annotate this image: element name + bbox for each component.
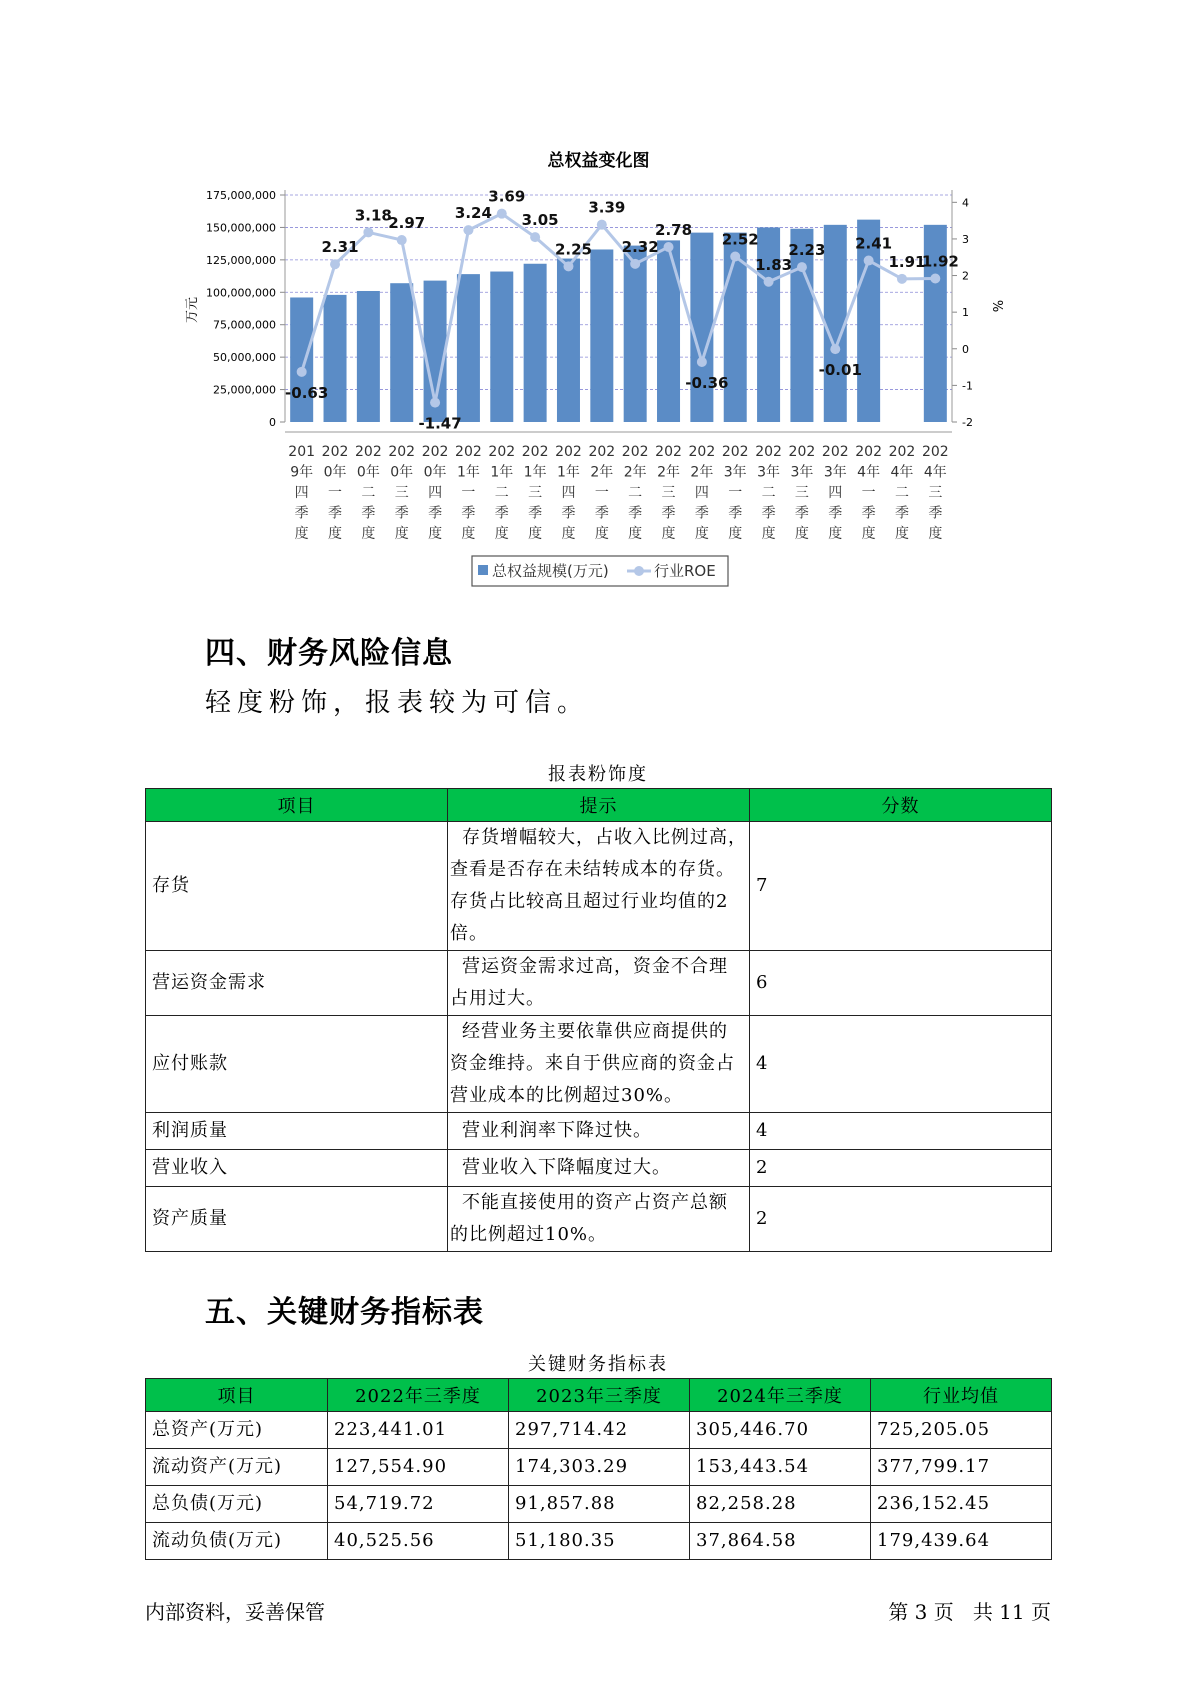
- x-tick-label: 202: [455, 444, 482, 460]
- x-tick-label: 3年: [790, 464, 814, 481]
- x-tick-label: 度: [761, 526, 776, 542]
- x-tick-label: 度: [794, 526, 809, 542]
- x-tick-label: 季: [394, 505, 409, 522]
- kpi-item: 总负债(万元): [146, 1486, 328, 1523]
- chart-title: 总权益变化图: [547, 151, 650, 171]
- roe-data-label: -0.01: [818, 361, 862, 380]
- x-tick-label: 1年: [490, 464, 514, 481]
- x-tick-label: 2年: [590, 464, 614, 481]
- x-tick-label: 度: [361, 526, 376, 542]
- x-tick-label: 季: [928, 505, 943, 522]
- roe-point: [463, 225, 473, 235]
- x-tick-label: 0年: [323, 464, 347, 481]
- x-tick-label: 202: [721, 444, 749, 460]
- y-axis-label: 万元: [185, 296, 200, 324]
- risk-score: 7: [750, 822, 1052, 951]
- roe-point: [430, 398, 440, 408]
- roe-data-label: 2.23: [788, 241, 826, 260]
- kpi-value: 153,443.54: [690, 1449, 871, 1486]
- whitewash-table-caption: 报表粉饰度: [548, 764, 648, 785]
- footer-confidential: 内部资料，妥善保管: [145, 1600, 325, 1624]
- y2-axis-label: %: [989, 299, 1004, 313]
- legend-bar-swatch: [478, 565, 488, 575]
- bar: [824, 225, 847, 422]
- x-tick-label: 2年: [690, 464, 714, 481]
- y2-tick-label: -1: [962, 379, 973, 393]
- roe-point: [630, 259, 640, 269]
- x-tick-label: 季: [561, 505, 576, 522]
- table-header-row: [146, 789, 1052, 822]
- x-tick-label: 季: [828, 505, 843, 522]
- header-item: 项目: [146, 789, 448, 822]
- kpi-header: 2024年三季度: [690, 1379, 871, 1412]
- risk-item: 存货: [146, 822, 448, 951]
- roe-data-label: -1.47: [418, 414, 462, 433]
- x-tick-label: 度: [628, 526, 643, 542]
- table-row: [146, 1449, 1052, 1486]
- x-tick-label: 度: [661, 526, 676, 542]
- y-tick-label: 25,000,000: [213, 383, 276, 397]
- risk-score: 4: [750, 1016, 1052, 1113]
- header-score: 分数: [750, 789, 1052, 822]
- bar: [657, 240, 680, 422]
- x-tick-label: 四: [428, 485, 443, 501]
- risk-hint: [448, 1187, 750, 1252]
- kpi-value: 82,258.28: [690, 1486, 871, 1523]
- roe-point: [397, 235, 407, 245]
- x-tick-label: 度: [561, 526, 576, 542]
- kpi-header: 2023年三季度: [509, 1379, 690, 1412]
- risk-score: 6: [750, 951, 1052, 1016]
- roe-point: [897, 274, 907, 284]
- header-hint: 提示: [448, 789, 750, 822]
- x-tick-label: 二: [361, 485, 376, 501]
- x-tick-label: 202: [421, 444, 449, 460]
- kpi-value: 179,439.64: [871, 1523, 1052, 1560]
- kpi-value: 297,714.42: [509, 1412, 690, 1449]
- roe-data-label: 1.91: [888, 252, 926, 271]
- y-tick-label: 75,000,000: [213, 318, 276, 332]
- roe-point: [297, 367, 307, 377]
- risk-hint-line: 营业利润率下降过快。: [462, 1120, 652, 1141]
- x-tick-label: 季: [528, 505, 543, 522]
- kpi-value: 51,180.35: [509, 1523, 690, 1560]
- kpi-value: 174,303.29: [509, 1449, 690, 1486]
- roe-point: [330, 259, 340, 269]
- bar: [357, 291, 380, 422]
- x-tick-label: 1年: [523, 464, 547, 481]
- kpi-value: 40,525.56: [328, 1523, 509, 1560]
- risk-hint: [448, 1150, 750, 1187]
- kpi-value: 54,719.72: [328, 1486, 509, 1523]
- roe-point: [830, 344, 840, 354]
- x-tick-label: 202: [755, 444, 782, 460]
- roe-data-label: 2.31: [321, 238, 359, 257]
- roe-point: [764, 277, 774, 287]
- roe-data-label: 2.25: [554, 240, 592, 259]
- bar: [590, 249, 613, 422]
- risk-summary-text: 轻度粉饰，报表较为可信。: [205, 688, 590, 718]
- kpi-item: 流动资产(万元): [146, 1449, 328, 1486]
- roe-point: [864, 256, 874, 266]
- x-tick-label: 季: [428, 505, 443, 522]
- x-tick-label: 4年: [890, 464, 914, 481]
- legend-bar-label: 总权益规模(万元): [492, 562, 609, 580]
- x-tick-label: 季: [494, 505, 509, 522]
- bar: [557, 259, 580, 422]
- key-indicators-table: [145, 1378, 1052, 1560]
- y-tick-label: 0: [269, 416, 276, 429]
- x-tick-label: 202: [821, 444, 849, 460]
- risk-item: 营运资金需求: [146, 951, 448, 1016]
- x-tick-label: 4年: [923, 464, 947, 481]
- x-tick-label: 一: [861, 485, 876, 501]
- table-row: [146, 1412, 1052, 1449]
- x-tick-label: 一: [328, 485, 343, 501]
- y2-tick-label: 0: [962, 342, 969, 356]
- roe-point: [930, 273, 940, 283]
- x-tick-label: 二: [894, 485, 909, 501]
- kpi-header: 项目: [146, 1379, 328, 1412]
- x-tick-label: 二: [761, 485, 776, 501]
- risk-score: 2: [750, 1150, 1052, 1187]
- kpi-header: 行业均值: [871, 1379, 1052, 1412]
- bar: [324, 295, 347, 422]
- x-tick-label: 度: [394, 526, 409, 542]
- risk-hint-line: 倍。: [450, 923, 488, 944]
- roe-data-label: 3.39: [588, 198, 626, 217]
- bar: [290, 297, 313, 422]
- x-tick-label: 一: [594, 485, 609, 501]
- x-tick-label: 度: [928, 526, 943, 542]
- x-tick-label: 季: [661, 505, 676, 522]
- x-tick-label: 二: [628, 485, 643, 501]
- x-tick-label: 0年: [423, 464, 447, 481]
- section5-heading: 五、关键财务指标表: [205, 1295, 484, 1330]
- x-tick-label: 度: [294, 526, 309, 542]
- kpi-header: 2022年三季度: [328, 1379, 509, 1412]
- kpi-value: 725,205.05: [871, 1412, 1052, 1449]
- x-tick-label: 季: [594, 505, 609, 522]
- risk-hint-line: 营运资金需求过高，资金不合理: [462, 956, 728, 977]
- x-tick-label: 三: [394, 485, 409, 501]
- x-tick-label: 三: [794, 485, 809, 501]
- x-tick-label: 1年: [456, 464, 480, 481]
- x-tick-label: 三: [928, 485, 943, 501]
- roe-data-label: 2.41: [855, 234, 893, 253]
- x-tick-label: 度: [694, 526, 709, 542]
- roe-data-label: 2.32: [621, 237, 659, 256]
- x-tick-label: 一: [728, 485, 743, 501]
- y2-tick-label: 4: [962, 196, 969, 210]
- risk-hint-line: 存货增幅较大，占收入比例过高，: [462, 827, 747, 848]
- x-tick-label: 201: [288, 444, 316, 460]
- x-tick-label: 季: [894, 505, 909, 522]
- roe-data-label: 2.52: [721, 230, 759, 249]
- x-tick-label: 三: [528, 485, 543, 501]
- kpi-value: 305,446.70: [690, 1412, 871, 1449]
- x-tick-label: 季: [761, 505, 776, 522]
- risk-hint: [448, 1016, 750, 1113]
- x-tick-label: 2年: [623, 464, 647, 481]
- x-tick-label: 202: [521, 444, 549, 460]
- bar: [390, 283, 413, 422]
- risk-hint-line: 的比例超过10%。: [450, 1224, 608, 1245]
- x-tick-label: 202: [488, 444, 516, 460]
- risk-hint-line: 存货占比较高且超过行业均值的2: [450, 891, 729, 912]
- bar: [690, 233, 713, 422]
- roe-point: [563, 261, 573, 271]
- legend-line-marker: [634, 566, 644, 576]
- x-tick-label: 202: [921, 444, 949, 460]
- risk-hint: [448, 1113, 750, 1150]
- risk-item: 利润质量: [146, 1113, 448, 1150]
- kpi-value: 91,857.88: [509, 1486, 690, 1523]
- roe-data-label: -0.63: [285, 383, 329, 402]
- roe-point: [597, 220, 607, 230]
- x-tick-label: 度: [494, 526, 509, 542]
- roe-data-label: 3.05: [521, 211, 559, 230]
- x-tick-label: 季: [628, 505, 643, 522]
- table-row: [146, 1150, 1052, 1187]
- kpi-value: 236,152.45: [871, 1486, 1052, 1523]
- x-tick-label: 3年: [757, 464, 781, 481]
- x-tick-label: 季: [294, 505, 309, 522]
- x-tick-label: 度: [328, 526, 343, 542]
- x-tick-label: 202: [688, 444, 716, 460]
- x-tick-label: 季: [328, 505, 343, 522]
- bar: [624, 246, 647, 422]
- risk-hint: [448, 822, 750, 951]
- risk-hint-line: 营业收入下降幅度过大。: [462, 1157, 671, 1178]
- table-row: [146, 822, 1052, 951]
- roe-data-label: 2.78: [655, 220, 693, 239]
- key-indicators-caption: 关键财务指标表: [528, 1354, 668, 1375]
- bar: [524, 264, 547, 422]
- roe-point: [497, 209, 507, 219]
- x-tick-label: 二: [494, 485, 509, 501]
- risk-score: 2: [750, 1187, 1052, 1252]
- x-tick-label: 202: [655, 444, 682, 460]
- x-tick-label: 度: [828, 526, 843, 542]
- y2-tick-label: -2: [962, 416, 973, 429]
- x-tick-label: 四: [294, 485, 309, 501]
- y-tick-label: 175,000,000: [206, 189, 276, 202]
- y-tick-label: 100,000,000: [206, 286, 276, 300]
- x-tick-label: 季: [361, 505, 376, 522]
- bar: [490, 272, 513, 422]
- table-row: [146, 1187, 1052, 1252]
- kpi-value: 37,864.58: [690, 1523, 871, 1560]
- risk-item: 资产质量: [146, 1187, 448, 1252]
- x-tick-label: 202: [555, 444, 582, 460]
- y2-tick-label: 2: [962, 269, 969, 283]
- x-tick-label: 4年: [857, 464, 881, 481]
- x-tick-label: 1年: [557, 464, 580, 481]
- kpi-value: 127,554.90: [328, 1449, 509, 1486]
- risk-hint-line: 资金维持。来自于供应商的资金占: [450, 1053, 735, 1074]
- risk-hint-line: 查看是否存在未结转成本的存货。: [450, 859, 735, 880]
- x-tick-label: 一: [461, 485, 476, 501]
- table-row: [146, 1016, 1052, 1113]
- x-tick-label: 0年: [356, 464, 380, 481]
- roe-point: [664, 242, 674, 252]
- x-tick-label: 三: [661, 485, 676, 501]
- roe-data-label: 3.69: [488, 187, 526, 206]
- roe-point: [730, 252, 740, 262]
- risk-item: 营业收入: [146, 1150, 448, 1187]
- x-tick-label: 度: [894, 526, 909, 542]
- x-tick-label: 202: [321, 444, 349, 460]
- kpi-value: 377,799.17: [871, 1449, 1052, 1486]
- x-tick-label: 四: [561, 485, 576, 501]
- table-header-row: [146, 1379, 1052, 1412]
- x-tick-label: 202: [888, 444, 916, 460]
- table-row: [146, 1486, 1052, 1523]
- risk-hint-line: 不能直接使用的资产占资产总额: [462, 1192, 728, 1213]
- roe-data-label: -0.36: [685, 373, 729, 392]
- x-tick-label: 季: [728, 505, 743, 522]
- x-tick-label: 度: [861, 526, 876, 542]
- table-row: [146, 1523, 1052, 1560]
- x-tick-label: 季: [794, 505, 809, 522]
- roe-point: [530, 232, 540, 242]
- x-tick-label: 度: [594, 526, 609, 542]
- x-tick-label: 202: [855, 444, 882, 460]
- x-tick-label: 度: [428, 526, 443, 542]
- x-tick-label: 202: [588, 444, 616, 460]
- y-tick-label: 50,000,000: [213, 351, 276, 365]
- roe-data-label: 1.92: [921, 252, 959, 271]
- kpi-item: 流动负债(万元): [146, 1523, 328, 1560]
- x-tick-label: 度: [728, 526, 743, 542]
- x-tick-label: 四: [828, 485, 843, 501]
- x-tick-label: 度: [528, 526, 543, 542]
- y-tick-label: 125,000,000: [206, 253, 276, 267]
- roe-data-label: 3.24: [454, 204, 492, 223]
- x-tick-label: 四: [694, 485, 709, 501]
- y2-tick-label: 3: [962, 232, 969, 246]
- x-tick-label: 202: [621, 444, 649, 460]
- kpi-value: 223,441.01: [328, 1412, 509, 1449]
- risk-hint-line: 营业成本的比例超过30%。: [450, 1085, 684, 1106]
- x-tick-label: 202: [788, 444, 816, 460]
- roe-point: [363, 227, 373, 237]
- risk-hint-line: 占用过大。: [450, 988, 545, 1009]
- x-tick-label: 2年: [657, 464, 680, 481]
- x-tick-label: 202: [355, 444, 382, 460]
- x-tick-label: 度: [461, 526, 476, 542]
- roe-point: [697, 357, 707, 367]
- x-tick-label: 9年: [290, 464, 314, 481]
- roe-point: [797, 262, 807, 272]
- risk-hint-line: 经营业务主要依靠供应商提供的: [462, 1021, 728, 1042]
- risk-hint: [448, 951, 750, 1016]
- footer-page-number: 第 3 页 共 11 页: [888, 1600, 1051, 1624]
- x-tick-label: 3年: [823, 464, 847, 481]
- roe-data-label: 2.97: [388, 214, 426, 233]
- table-row: [146, 1113, 1052, 1150]
- roe-data-label: 3.18: [354, 206, 392, 225]
- y-tick-label: 150,000,000: [206, 221, 276, 235]
- x-tick-label: 季: [861, 505, 876, 522]
- equity-change-chart: [0, 0, 1191, 620]
- risk-item: 应付账款: [146, 1016, 448, 1113]
- x-tick-label: 3年: [723, 464, 747, 481]
- section4-heading: 四、财务风险信息: [205, 636, 453, 671]
- x-tick-label: 202: [388, 444, 416, 460]
- risk-score: 4: [750, 1113, 1052, 1150]
- table-row: [146, 951, 1052, 1016]
- roe-data-label: 1.83: [755, 255, 793, 274]
- x-tick-label: 0年: [390, 464, 414, 481]
- bar: [457, 274, 480, 422]
- x-tick-label: 季: [694, 505, 709, 522]
- kpi-item: 总资产(万元): [146, 1412, 328, 1449]
- whitewash-table: [145, 788, 1052, 1252]
- legend-line-label: 行业ROE: [654, 562, 716, 580]
- y2-tick-label: 1: [962, 306, 969, 320]
- x-tick-label: 季: [461, 505, 476, 522]
